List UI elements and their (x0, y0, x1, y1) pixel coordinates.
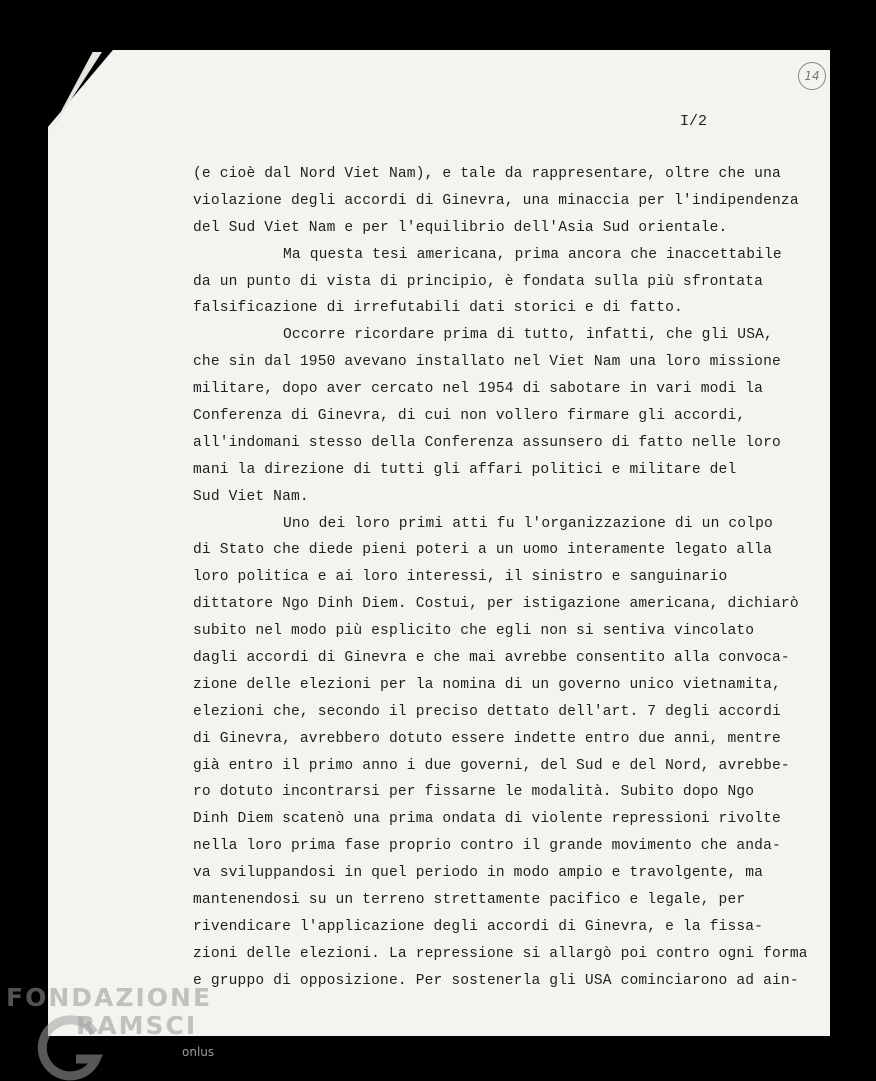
page-number: I/2 (680, 113, 708, 130)
text-line: zioni delle elezioni. La repressione si allargò poi contro ogni forma (193, 945, 808, 962)
text-line: Uno dei loro primi atti fu l'organizzazione di un colpo (283, 515, 773, 532)
text-line: di Ginevra, avrebbero dotuto essere indette entro due anni, mentre (193, 730, 781, 747)
text-line: del Sud Viet Nam e per l'equilibrio dell'Asia Sud orientale. (193, 219, 728, 236)
text-line: mani la direzione di tutti gli affari politici e militare del (193, 461, 737, 478)
text-line: Ma questa tesi americana, prima ancora che inaccettabile (283, 246, 782, 263)
text-line: zione delle elezioni per la nomina di un governo unico vietnamita, (193, 676, 781, 693)
typed-body-text (193, 161, 833, 995)
text-line: mantenendosi su un terreno strettamente pacifico e legale, per (193, 892, 746, 909)
text-line: (e cioè dal Nord Viet Nam), e tale da rappresentare, oltre che una (193, 166, 781, 182)
text-line: e gruppo di opposizione. Per sostenerla gli USA cominciarono ad ain- (193, 972, 799, 989)
text-line: Dinh Diem scatenò una prima ondata di violente repressioni rivolte (193, 811, 781, 828)
text-line: già entro il primo anno i due governi, del Sud e del Nord, avrebbe- (193, 757, 790, 774)
archive-stamp-number: 14 (804, 69, 820, 83)
archive-stamp (798, 62, 826, 90)
text-line: Sud Viet Nam. (193, 488, 309, 505)
text-line: militare, dopo aver cercato nel 1954 di sabotare in vari modi la (193, 381, 764, 398)
text-line: ro dotuto incontrarsi per fissarne le modalità. Subito dopo Ngo (193, 784, 755, 801)
watermark-sub: onlus (182, 1045, 215, 1059)
text-line: violazione degli accordi di Ginevra, una minaccia per l'indipendenza (193, 192, 799, 209)
watermark-line2: RAMSCI (76, 1011, 198, 1040)
text-line: di Stato che diede pieni poteri a un uomo interamente legato alla (193, 542, 772, 559)
text-line: nella loro prima fase proprio contro il grande movimento che anda- (193, 838, 781, 855)
text-line: va sviluppandosi in quel periodo in modo ampio e travolgente, ma (193, 865, 764, 882)
text-line: Conferenza di Ginevra, di cui non vollero firmare gli accordi, (193, 408, 746, 425)
watermark-line1: FONDAZIONE (6, 983, 213, 1012)
text-line: dittatore Ngo Dinh Diem. Costui, per istigazione americana, dichiarò (193, 596, 799, 613)
text-line: subito nel modo più esplicito che egli non si sentiva vincolato (193, 623, 755, 640)
text-line: all'indomani stesso della Conferenza assunsero di fatto nelle loro (193, 434, 781, 451)
gramsci-logo-icon (36, 1011, 106, 1081)
text-line: elezioni che, secondo il preciso dettato dell'art. 7 degli accordi (193, 703, 781, 720)
fondazione-gramsci-watermark (6, 983, 215, 1059)
text-line: Occorre ricordare prima di tutto, infatti, che gli USA, (283, 327, 773, 344)
text-line: dagli accordi di Ginevra e che mai avrebbe consentito alla convoca- (193, 650, 790, 667)
text-line: rivendicare l'applicazione degli accordi di Ginevra, e la fissa- (193, 918, 764, 935)
text-line: che sin dal 1950 avevano installato nel Viet Nam una loro missione (193, 354, 781, 371)
text-line: da un punto di vista di principio, è fondata sulla più sfrontata (193, 273, 764, 290)
text-line: falsificazione di irrefutabili dati storici e di fatto. (193, 300, 683, 317)
text-line: loro politica e ai loro interessi, il sinistro e sanguinario (193, 569, 728, 586)
